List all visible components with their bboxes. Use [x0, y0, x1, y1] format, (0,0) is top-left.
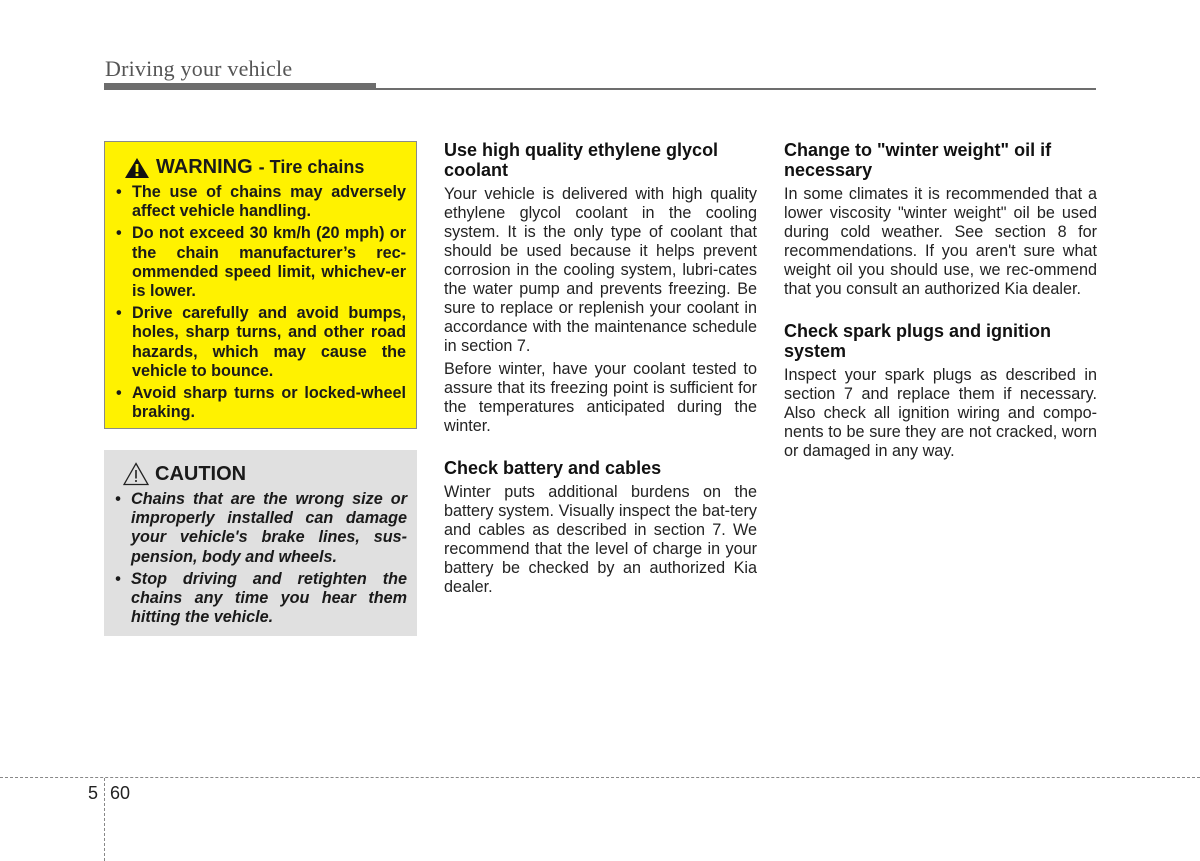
footer-divider — [0, 777, 1200, 778]
section-coolant — [444, 140, 757, 436]
chapter-number: 5 — [88, 783, 99, 803]
caution-item: • Chains that are the wrong size or improperly installed can damage your vehicle's brake lines, sus-pension, body and wheels. — [114, 490, 407, 567]
section-heading: Check battery and cables — [444, 458, 662, 478]
column-middle — [444, 140, 757, 619]
caution-header — [114, 462, 407, 486]
warning-list — [115, 183, 406, 422]
warning-box — [104, 141, 417, 429]
column-right — [784, 140, 1097, 483]
section-spark-plugs — [784, 321, 1097, 461]
paragraph: Inspect your spark plugs as described in section 7 and replace them if necessary. Also check all ignition wiring and compo-nents to be sure they are not cracked, worn or damaged in any way. — [784, 366, 1097, 460]
warning-item: • Do not exceed 30 km/h (20 mph) or the chain manufacturer’s rec-ommended speed limit, whichev-er is lower. — [115, 224, 406, 301]
warning-triangle-icon — [124, 157, 150, 179]
paragraph: Winter puts additional burdens on the battery system. Visually inspect the bat-tery and cables as described in section 7. We recommend that the level of charge in your battery be checked by an authorized Kia dealer. — [444, 483, 757, 596]
warning-subtitle: - Tire chains — [258, 157, 365, 177]
header-rule-thin — [104, 88, 1096, 90]
warning-header — [115, 156, 406, 179]
footer-vertical-divider — [104, 778, 105, 861]
caution-list — [114, 490, 407, 627]
header-title: Driving your vehicle — [105, 56, 293, 81]
caution-triangle-icon — [123, 462, 149, 486]
paragraph: Your vehicle is delivered with high quality ethylene glycol coolant in the cooling system. It is the only type of coolant that should be used because it helps prevent corrosion in the cooling system, lubri-cates the water pump and prevents freezing. Be sure to replace or replenish your coolant in accordance with the maintenance schedule in section 7. — [444, 185, 757, 355]
caution-box — [104, 450, 417, 636]
section-heading: Use high quality ethylene glycol coolant — [444, 140, 719, 180]
section-battery — [444, 458, 757, 597]
section-winter-oil — [784, 140, 1097, 299]
paragraph: Before winter, have your coolant tested to assure that its freezing point is sufficient for the temperatures anticipated during the winter. — [444, 360, 757, 435]
section-heading: Change to "winter weight" oil if necessary — [784, 140, 1052, 180]
paragraph: In some climates it is recommended that a lower viscosity "winter weight" oil be used during cold weather. See section 8 for recommendations. If you aren't sure what weight oil you should use, we rec-ommend that you consult an authorized Kia dealer. — [784, 185, 1097, 298]
caution-item: • Stop driving and retighten the chains any time you hear them hitting the vehicle. — [114, 570, 407, 628]
warning-item: • Drive carefully and avoid bumps, holes, sharp turns, and other road hazards, which may cause the vehicle to bounce. — [115, 304, 406, 381]
section-heading: Check spark plugs and ignition system — [784, 321, 1052, 361]
page-number: 60 — [110, 783, 131, 803]
warning-title: WARNING — [156, 156, 253, 178]
warning-item: • The use of chains may adversely affect vehicle handling. — [115, 183, 406, 221]
warning-item: • Avoid sharp turns or locked-wheel braking. — [115, 384, 406, 422]
caution-title: CAUTION — [155, 462, 247, 485]
